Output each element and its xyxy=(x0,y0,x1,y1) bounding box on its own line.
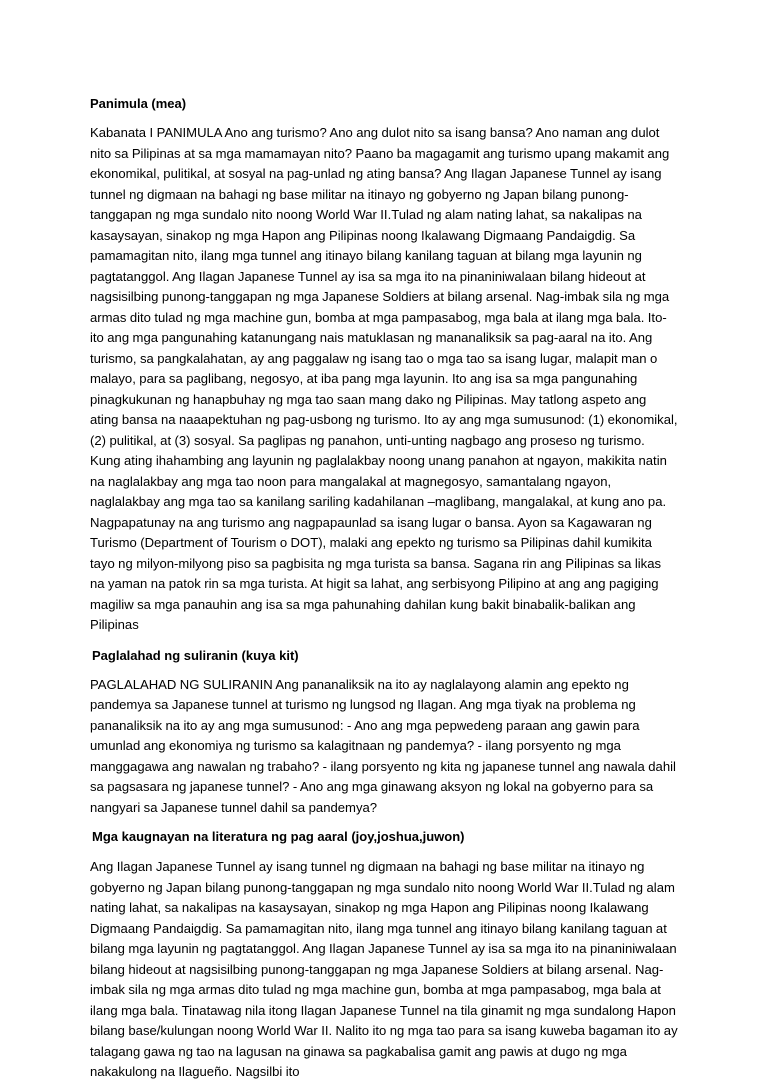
section-heading-panimula: Panimula (mea) xyxy=(90,96,187,111)
section-body-paglalahad: PAGLALAHAD NG SULIRANIN Ang pananaliksik na ito ay naglalayong alamin ang epekto ng pandemya sa Japanese tunnel at turismo ng lungsod ng Ilagan. Ang mga tiyak na problema ng pananaliksik na ito ay ang mga sumusunod: - Ano ang mga pepwedeng paraan ang gawin para umunlad ang ekonomiya ng turismo sa kalagitnaan ng pandemya? - ilang porsyento ng mga manggagawa ang nawalan ng trabaho? - ilang porsyento ng kita ng japanese tunnel ang nawala dahil sa pagsasara ng japanese tunnel? - Ano ang mga ginawang aksyon ng lokal na gobyerno para sa nangyari sa Japanese tunnel dahil sa pandemya? xyxy=(90,676,676,815)
section-heading-kaugnay-na-literatura: Mga kaugnayan na literatura ng pag aaral (joy,joshua,juwon) xyxy=(92,829,465,844)
section-heading-paglalahad: Paglalahad ng suliranin (kuya kit) xyxy=(92,647,299,663)
document-page xyxy=(90,95,678,1083)
section-body-kaugnay-na-literatura: Ang Ilagan Japanese Tunnel ay isang tunnel ng digmaan na bahagi ng base militar na itinayo ng gobyerno ng Japan bilang punong-tanggapan ng mga sundalo nito noong World War II.Tulad ng alam nating lahat, sa nakalipas na kasaysayan, sinakop ng mga Hapon ang Pilipinas noong Ikalawang Digmaang Pandaigdig. Sa pamamagitan nito, ilang mga tunnel ang itinayo bilang kanilang taguan at bilang mga layunin ng pagtatanggol. Ang Ilagan Japanese Tunnel ay isa sa mga ito na pinaniniwalaan bilang hideout at nagsisilbing punong-tanggapan ng mga Japanese Soldiers at bilang arsenal. Nag-imbak sila ng mga armas dito tulad ng mga machine gun, bomba at mga pampasabog, mga bala at ilang mga bala. Tinatawag nila itong Ilagan Japanese Tunnel na tila ginamit ng mga sundalong Hapon bilang base/kulungan noong World War II. Nalito ito ng mga tao para sa isang kuweba bagaman ito ay talagang gawa ng tao na lagusan na ginawa sa pagkabalisa gamit ang pawis at dugo ng mga nakakulong na Ilagueño. Nagsilbi ito xyxy=(90,859,678,1079)
section-body-panimula: Kabanata I PANIMULA Ano ang turismo? Ano ang dulot nito sa isang bansa? Ano naman ang dulot nito sa Pilipinas at sa mga mamamayan nito? Paano ba magagamit ang turismo upang makamit ang ekonomikal, pulitikal, at sosyal na pag-unlad ng ating bansa? Ang Ilagan Japanese Tunnel ay isang tunnel ng digmaan na bahagi ng base militar na itinayo ng gobyerno ng Japan bilang punong-tanggapan ng mga sundalo nito noong World War II.Tulad ng alam nating lahat, sa nakalipas na kasaysayan, sinakop ng mga Hapon ang Pilipinas noong Ikalawang Digmaang Pandaigdig. Sa pamamagitan nito, ilang mga tunnel ang itinayo bilang kanilang taguan at bilang mga layunin ng pagtatanggol. Ang Ilagan Japanese Tunnel ay isa sa mga ito na pinaniniwalaan bilang hideout at nagsisilbing punong-tanggapan ng mga Japanese Soldiers at bilang arsenal. Nag-imbak sila ng mga armas dito tulad ng mga machine gun, bomba at mga pampasabog, mga bala at ilang mga bala. Ito-ito ang mga pangunahing katanungang nais matuklasan ng mananaliksik sa pag-aaral na ito. Ang turismo, sa pangkalahatan, ay ang paggalaw ng isang tao o mga tao sa isang lugar, malapit man o malayo, para sa paglibang, negosyo, at iba pang mga layunin. Ito ang isa sa mga pangunahing pinagkukunan ng hanapbuhay ng mga tao saan mang dako ng Pilipinas. May tatlong aspeto ang ating bansa na naaapektuhan ng pag-usbong ng turismo. Ito ay ang mga sumusunod: (1) ekonomikal, (2) pulitikal, at (3) sosyal. Sa paglipas ng panahon, unti-unting nagbago ang proseso ng turismo. Kung ating ihahambing ang layunin ng paglalakbay noong unang panahon at ngayon, makikita natin na naglalakbay ang mga tao noon para mangalakal at magnegosyo, samantalang ngayon, naglalakbay ang mga tao sa kanilang sariling kadahilanan –maglibang, mangalakal, at kung ano pa. Nagpapatunay na ang turismo ang nagpapaunlad sa isang lugar o bansa. Ayon sa Kagawaran ng Turismo (Department of Tourism o DOT), malaki ang epekto ng turismo sa Pilipinas dahil kumikita tayo ng milyon-milyong piso sa pagbisita ng mga turista sa bansa. Sagana rin ang Pilipinas sa likas na yaman na patok rin sa mga turista. At higit sa lahat, ang serbisyong Pilipino at ang ang pagiging magiliw sa mga panauhin ang isa sa mga pahunahing dahilan kung bakit binabalik-balikan ang Pilipinas xyxy=(90,125,678,632)
